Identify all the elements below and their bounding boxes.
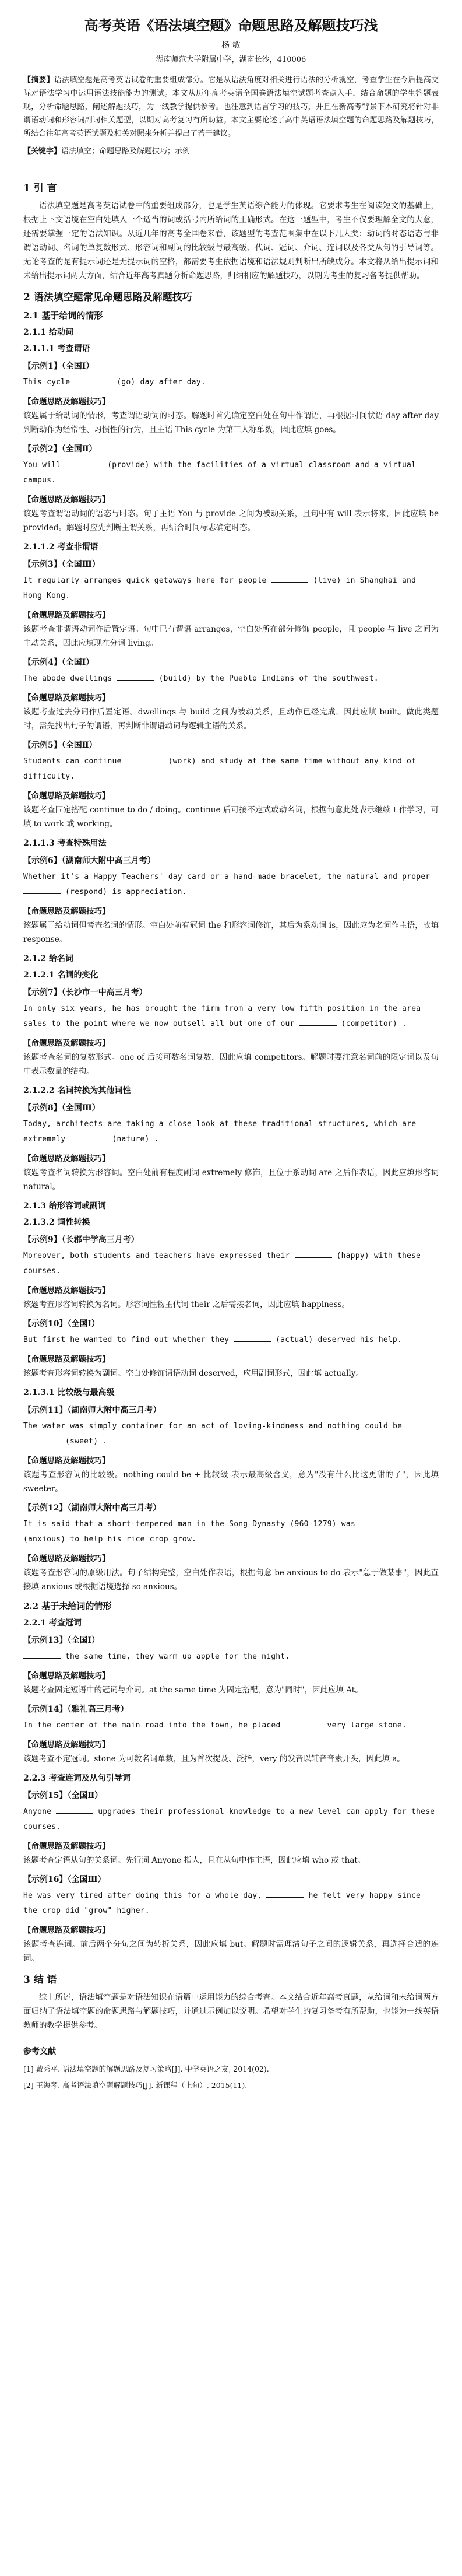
example-group-d xyxy=(23,1404,439,1594)
analysis-text: 该题考查过去分词作后置定语。dwellings 与 build 之间为被动关系，且动作已经完成，因此应填 built。做此类题时，需先找出句子的谓语，再判断非谓语动词与逻辑主语的关系。 xyxy=(23,707,439,731)
analysis-text: 该题考查形容词转换为副词。空白处修饰谓语动词 deserved，应用副词形式，因此填 actually。 xyxy=(23,1369,364,1378)
answer-blank xyxy=(295,1249,332,1258)
sentence-after: is appreciation. xyxy=(112,888,187,896)
reference-item: [2] 王海琴. 高考语法填空题解题技巧[J]. 新课程（上旬）, 2015(11). xyxy=(23,2081,248,2090)
sentence-after: . xyxy=(103,1437,108,1446)
example-label: 【示例7】（长沙市一中高三月考） xyxy=(23,988,147,997)
hint-word: (anxious) xyxy=(23,1535,66,1544)
keywords-text: 语法填空；命题思路及解题技巧；示例 xyxy=(61,147,191,156)
sentence-after: . xyxy=(401,1019,407,1028)
example-item xyxy=(23,1502,439,1594)
affiliation: 湖南师范大学附属中学，湖南长沙，410006 xyxy=(156,55,306,64)
hint-word: (go) xyxy=(117,378,136,387)
sentence-before: Students can continue xyxy=(23,757,122,766)
analysis-text: 该题考查形容词的原级用法。句子结构完整，空白处作表语，根据句意 be anxious to do 表示"急于做某事"，因此直接填 anxious 或根据语境选择 so anxious。 xyxy=(23,1568,439,1592)
analysis-label: 【命题思路及解题技巧】 xyxy=(23,1740,110,1750)
answer-blank xyxy=(234,1333,271,1342)
example-label: 【示例9】（长郡中学高三月考） xyxy=(23,1235,139,1245)
keywords-label: 【关键字】 xyxy=(23,147,62,156)
sentence-after: upgrades their professional knowledge to a new level can apply for these courses. xyxy=(23,1807,435,1831)
example-label: 【示例2】（全国Ⅱ） xyxy=(23,444,97,454)
analysis-text: 该题考查定语从句的关系词。先行词 Anyone 指人，且在从句中作主语，因此应填 who 或 that。 xyxy=(23,1856,366,1865)
answer-blank xyxy=(70,1133,107,1141)
sentence-before: Anyone xyxy=(23,1807,52,1816)
section-heading: 2 语法填空题常见命题思路及解题技巧 xyxy=(23,292,192,303)
sentence-before: The abode dwellings xyxy=(23,674,112,683)
author-name: 杨 敏 xyxy=(221,41,241,50)
analysis-text: 该题考查名词转换为形容词。空白处前有程度副词 extremely 修饰，且位于系动词 are 之后作表语，因此应填形容词 natural。 xyxy=(23,1168,439,1191)
sentence-before: In only six years, he has brought the firm from a very low fifth position in the area sales to the point where we now outsell all but one of our xyxy=(23,1004,421,1028)
abstract-label: 【摘要】 xyxy=(23,76,54,85)
section-heading: 1 引 言 xyxy=(23,183,57,194)
example-label: 【示例14】（雅礼高三月考） xyxy=(23,1705,129,1714)
example-label: 【示例6】（湖南师大附中高三月考） xyxy=(23,856,156,865)
analysis-text: 该题考查形容词转换为名词。形容词性物主代词 their 之后需接名词，因此应填 happiness。 xyxy=(23,1300,350,1309)
example-group-c xyxy=(23,1233,439,1380)
answer-blank xyxy=(65,458,103,467)
analysis-label: 【命题思路及解题技巧】 xyxy=(23,1286,110,1295)
example-item xyxy=(23,1404,439,1496)
example-sentence xyxy=(23,754,439,784)
example-group-b xyxy=(23,558,439,831)
answer-blank xyxy=(126,755,164,763)
example-group-e xyxy=(23,1634,439,1766)
example-sentence xyxy=(23,1333,439,1348)
answer-blank xyxy=(285,1719,323,1727)
sentence-after: day after day. xyxy=(140,378,206,387)
example-label: 【示例1】（全国Ⅰ） xyxy=(23,362,94,371)
hint-word: (live) xyxy=(313,576,341,585)
example-sentence xyxy=(23,671,439,686)
answer-blank xyxy=(56,1805,93,1814)
subsection-heading: 2.1.2.2 名词转换为其他词性 xyxy=(23,1086,131,1095)
references-heading: 参考文献 xyxy=(23,2047,56,2056)
subsection-heading: 2.2.3 考查连词及从句引导词 xyxy=(23,1774,131,1783)
analysis-label: 【命题思路及解题技巧】 xyxy=(23,1456,110,1466)
example-item xyxy=(23,1703,439,1766)
subsection-heading: 2.2 基于未给词的情形 xyxy=(23,1601,112,1611)
analysis-label: 【命题思路及解题技巧】 xyxy=(23,693,110,703)
example-sentence xyxy=(23,573,439,604)
hint-word: (work) xyxy=(168,757,196,766)
answer-blank xyxy=(299,1017,337,1026)
analysis-label: 【命题思路及解题技巧】 xyxy=(23,1355,110,1364)
subsection-heading: 2.1.1.2 考查非谓语 xyxy=(23,542,98,552)
example-label: 【示例16】（全国Ⅲ） xyxy=(23,1875,106,1884)
sentence-after: . xyxy=(154,1135,159,1144)
analysis-text: 该题考查名词的复数形式。one of 后接可数名词复数，因此应填 competitors。解题时要注意名词前的限定词以及句中表示数量的结构。 xyxy=(23,1053,439,1076)
hint-word: (actual) xyxy=(276,1336,313,1344)
sentence-after: and study at the same time without any kind of difficulty. xyxy=(23,757,417,781)
example-item xyxy=(23,1317,439,1380)
analysis-label: 【命题思路及解题技巧】 xyxy=(23,791,110,801)
example-item xyxy=(23,656,439,733)
answer-blank xyxy=(360,1517,397,1526)
analysis-label: 【命题思路及解题技巧】 xyxy=(23,611,110,620)
analysis-label: 【命题思路及解题技巧】 xyxy=(23,907,110,916)
subsection-heading: 2.1 基于给词的情形 xyxy=(23,310,103,321)
keywords xyxy=(23,145,439,158)
section-heading: 3 结 语 xyxy=(23,1974,57,1986)
example-sentence xyxy=(23,1888,439,1919)
example-sentence xyxy=(23,1517,439,1547)
example-item xyxy=(23,1634,439,1697)
example-item xyxy=(23,1789,439,1867)
example-item xyxy=(23,1873,439,1965)
sentence-after: in Shanghai and Hong Kong. xyxy=(23,576,417,600)
sentence-before: Moreover, both students and teachers have expressed their xyxy=(23,1252,290,1260)
analysis-text: 该题考查固定搭配 continue to do / doing。continue 后可接不定式或动名词，根据句意此处表示继续工作学习，可填 to work 或 working。 xyxy=(23,805,439,829)
example-sentence xyxy=(23,870,439,900)
answer-blank xyxy=(271,574,308,583)
example-sentence xyxy=(23,1117,439,1147)
analysis-label: 【命题思路及解题技巧】 xyxy=(23,1154,110,1163)
answer-blank xyxy=(75,376,112,384)
analysis-text: 该题考查连词。前后两个分句之间为转折关系，因此应填 but。解题时需理清句子之间的逻辑关系，再选择合适的连词。 xyxy=(23,1940,439,1963)
analysis-label: 【命题思路及解题技巧】 xyxy=(23,1039,110,1048)
example-sentence xyxy=(23,1249,439,1279)
example-item xyxy=(23,558,439,650)
example-label: 【示例11】（湖南师大附中高三月考） xyxy=(23,1406,161,1415)
sentence-after: by the Pueblo Indians of the southwest. xyxy=(196,674,379,683)
subsection-heading: 2.1.2.1 名词的变化 xyxy=(23,970,98,980)
article-page xyxy=(23,10,439,2095)
example-sentence xyxy=(23,1649,439,1664)
analysis-text: 该题考查非谓语动词作后置定语。句中已有谓语 arranges，空白处所在部分修饰 people，且 people 与 live 之间为主动关系，因此应填现在分词 living。 xyxy=(23,625,439,648)
answer-blank xyxy=(23,1435,61,1443)
sentence-before: It is said that a short-tempered man in the Song Dynasty (960-1279) was xyxy=(23,1520,355,1529)
reference-item: [1] 戴秀平. 语法填空题的解题思路及复习策略[J]. 中学英语之友, 2014(02). xyxy=(23,2065,269,2073)
example-label: 【示例8】（全国Ⅲ） xyxy=(23,1103,100,1113)
subsection-heading: 2.1.2 给名词 xyxy=(23,954,73,963)
hint-word: (happy) xyxy=(336,1252,369,1260)
analysis-text: 该题考查形容词的比较级。nothing could be + 比较级 表示最高级含义，意为"没有什么比这更甜的了"，因此填 sweeter。 xyxy=(23,1470,439,1494)
sentence-after: with the facilities of a virtual classroom and a virtual campus. xyxy=(23,461,417,485)
answer-blank xyxy=(117,672,154,681)
answer-blank xyxy=(23,885,61,894)
example-label: 【示例13】（全国Ⅰ） xyxy=(23,1636,100,1645)
sentence-before: In the center of the main road into the town, he placed xyxy=(23,1721,281,1730)
sentence-before: He was very tired after doing this for a whole day, xyxy=(23,1891,262,1900)
analysis-label: 【命题思路及解题技巧】 xyxy=(23,1842,110,1851)
hint-word: (provide) xyxy=(107,461,150,469)
sentence-before: You will xyxy=(23,461,61,469)
subsection-heading: 2.1.3 给形容词或副词 xyxy=(23,1201,106,1211)
analysis-text: 该题考查不定冠词。stone 为可数名词单数，且为首次提及、泛指，very 的发音以辅音音素开头，因此填 a。 xyxy=(23,1754,405,1764)
sentence-before: Today, architects are taking a close look at these traditional structures, which are extremely xyxy=(23,1120,417,1144)
subsection-heading: 2.2.1 考查冠词 xyxy=(23,1618,82,1628)
intro-paragraph: 语法填空题是高考英语试卷中的重要组成部分，也是学生英语综合能力的体现。它要求考生在阅读短文的基础上，根据上下文语境在空白处填入一个适当的词或括号内所给词的正确形式。在这一题型中，考生不仅要理解全文的大意，还需要掌握一定的语法知识。从近几年的高考全国卷来看，该题型的考查范围集中在以下几大类：动词的时态语态与非谓语动词、名词的单复数形式、形容词和副词的比较级与最高级、代词、冠词、介词、连词以及各类从句的引导词等。无论考查的是有提示词还是无提示词的空格，都需要考生依据语境和语法规则判断出所缺成分。本文将从给出提示词和未给出提示词两大方面，结合近年高考真题分析命题思路，归纳相应的解题技巧，以期为考生的复习备考提供帮助。 xyxy=(23,201,439,281)
example-label: 【示例12】（湖南师大附中高三月考） xyxy=(23,1503,161,1513)
conclusion-paragraph: 综上所述，语法填空题是对语法知识在语篇中运用能力的综合考查。本文结合近年高考真题，从给词和未给词两方面归纳了语法填空题的命题思路与解题技巧，并通过示例加以说明。希望对学生的复习备考有所帮助，也能为一线英语教师的教学提供参考。 xyxy=(23,1993,439,2030)
example-item xyxy=(23,443,439,535)
subsection-heading: 2.1.1.3 考查特殊用法 xyxy=(23,839,107,848)
hint-word: (nature) xyxy=(112,1135,150,1144)
sentence-after: deserved his help. xyxy=(318,1336,402,1344)
sentence-after: with these courses. xyxy=(23,1252,421,1275)
example-label: 【示例5】（全国Ⅱ） xyxy=(23,741,97,750)
analysis-text: 该题属于给动词的情形，考查谓语动词的时态。解题时首先确定空白处在句中作谓语，再根据时间状语 day after day 判断动作为经常性、习惯性的行为，且主语 This cycle 为第三人称单数，因此应填 goes。 xyxy=(23,411,439,434)
answer-blank xyxy=(23,1650,61,1659)
example-sentence xyxy=(23,1419,439,1449)
example-group-a xyxy=(23,360,439,535)
sentence-before: It regularly arranges quick getaways here for people xyxy=(23,576,267,585)
example-item xyxy=(23,1233,439,1312)
analysis-label: 【命题思路及解题技巧】 xyxy=(23,1926,110,1935)
example-item xyxy=(23,360,439,437)
sentence-after: the same time, they warm up apple for the night. xyxy=(65,1652,290,1661)
example-group-f xyxy=(23,1789,439,1965)
analysis-label: 【命题思路及解题技巧】 xyxy=(23,495,110,504)
example-label: 【示例10】（全国Ⅰ） xyxy=(23,1319,100,1329)
hint-word: (respond) xyxy=(65,888,108,896)
example-item xyxy=(23,986,439,1078)
subsection-heading: 2.1.1.1 考查谓语 xyxy=(23,344,90,353)
analysis-text: 该题属于给动词但考查名词的情形。空白处前有冠词 the 和形容词修饰，其后为系动词 is，因此应为名词作主语，故填 response。 xyxy=(23,921,439,944)
example-label: 【示例3】（全国Ⅲ） xyxy=(23,560,100,569)
analysis-text: 该题考查固定短语中的冠词与介词。at the same time 为固定搭配，意为"同时"，因此应填 At。 xyxy=(23,1685,363,1695)
hint-word: (competitor) xyxy=(341,1019,397,1028)
subsection-heading: 2.1.3.2 词性转换 xyxy=(23,1218,90,1227)
sentence-after: to help his rice crop grow. xyxy=(70,1535,197,1544)
example-sentence xyxy=(23,1001,439,1032)
example-sentence xyxy=(23,375,439,390)
sentence-after: very large stone. xyxy=(327,1721,407,1730)
sentence-before: The water was simply container for an act of loving-kindness and nothing could be xyxy=(23,1422,403,1431)
sentence-before: This cycle xyxy=(23,378,70,387)
subsection-heading: 2.1.1 给动词 xyxy=(23,328,73,337)
example-sentence xyxy=(23,458,439,488)
answer-blank xyxy=(266,1889,304,1898)
example-sentence xyxy=(23,1718,439,1733)
analysis-label: 【命题思路及解题技巧】 xyxy=(23,397,110,406)
sentence-after: he felt very happy since the crop did "grow" higher. xyxy=(23,1891,421,1915)
abstract-text: 语法填空题是高考英语试卷的重要组成部分。它是从语法角度对相关进行语法的分析就空，考查学生在今后提高交际对语法学习中运用语法技能能力的测试。本文从历年高考英语全国卷语法填空试题考查点入手，结合命题的学生答题表现，分析命题思路，阐述解题技巧，为一线教学提供参考。也注意到语言学习的技巧，并且在新高考背景下本研究将针对非谓语动词和形容词副词相关题型，以期对高考复习有所助益。本文主要论述了高中英语语法填空题的命题思路及解题技巧，所结合往年高考英语试题及相关对照来分析并提出了若干建议。 xyxy=(23,76,439,138)
article-title: 高考英语《语法填空题》命题思路及解题技巧浅 xyxy=(84,17,378,34)
sentence-before: Whether it's a Happy Teachers' day card or a hand-made bracelet, the natural and proper xyxy=(23,872,431,881)
example-label: 【示例15】（全国Ⅱ） xyxy=(23,1791,103,1800)
example-sentence xyxy=(23,1804,439,1835)
subsection-heading: 2.1.3.1 比较级与最高级 xyxy=(23,1388,115,1397)
example-item xyxy=(23,854,439,947)
example-item xyxy=(23,739,439,831)
abstract xyxy=(23,73,439,141)
analysis-text: 该题考查谓语动词的语态与时态。句子主语 You 与 provide 之间为被动关系，且句中有 will 表示将来，因此应填 be provided。解题时应先判断主谓关系，再结合时间标志确定时态。 xyxy=(23,509,439,532)
analysis-label: 【命题思路及解题技巧】 xyxy=(23,1554,110,1564)
sentence-before: But first he wanted to find out whether they xyxy=(23,1336,230,1344)
example-label: 【示例4】（全国Ⅰ） xyxy=(23,658,94,667)
hint-word: (build) xyxy=(158,674,192,683)
analysis-label: 【命题思路及解题技巧】 xyxy=(23,1671,110,1681)
example-item xyxy=(23,1102,439,1194)
hint-word: (sweet) xyxy=(65,1437,98,1446)
